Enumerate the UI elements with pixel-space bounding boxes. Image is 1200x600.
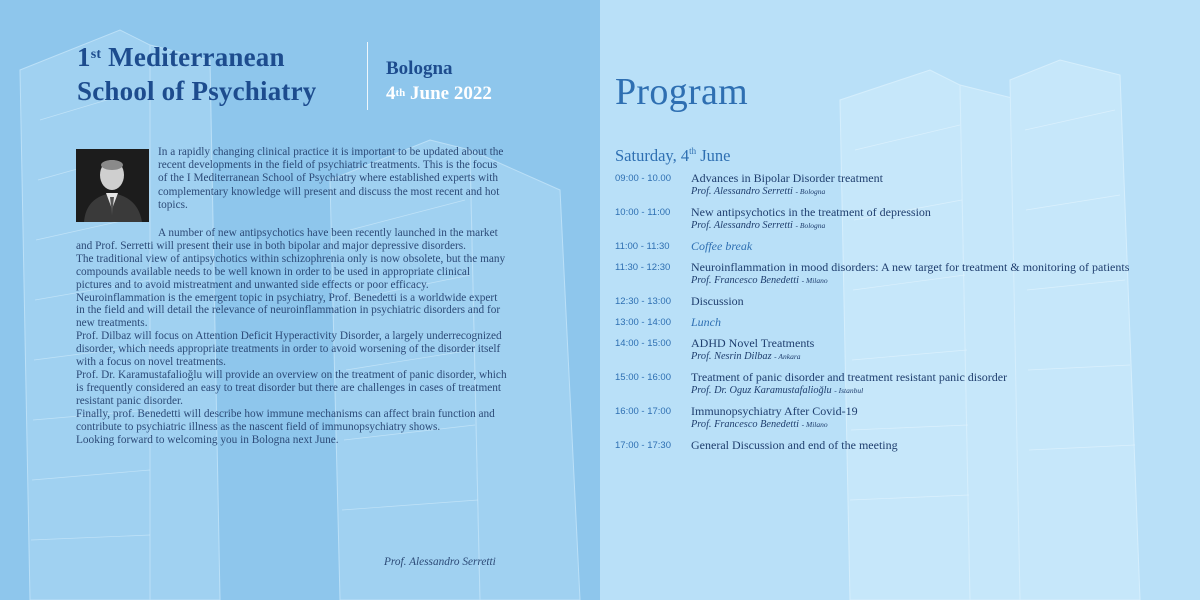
slot-time: 15:00 - 16:00 xyxy=(615,372,671,383)
schedule-row xyxy=(615,438,1185,459)
intro-paragraph: In a rapidly changing clinical practice it is important to be updated about the recent developments in the field of psychiatric treatments. This is the focus of the I Mediterranean School of Psychiatry where established experts with complementary knowledge will present and discuss the most recent and hot topics. xyxy=(158,146,504,211)
schedule-row xyxy=(615,404,1185,438)
slot-time: 10:00 - 11:00 xyxy=(615,207,671,218)
schedule-row xyxy=(615,260,1185,294)
slot-time: 16:00 - 17:00 xyxy=(615,406,671,417)
program-schedule xyxy=(615,171,1185,459)
slot-time: 17:00 - 17:30 xyxy=(615,440,671,451)
schedule-row xyxy=(615,171,1185,205)
slot-title: Lunch xyxy=(691,315,721,329)
event-city: Bologna xyxy=(386,58,453,79)
slot-title: ADHD Novel Treatments xyxy=(691,336,815,350)
slot-content xyxy=(691,336,1185,370)
paragraph-adhd: Prof. Dilbaz will focus on Attention Deficit Hyperactivity Disorder, a largely underrecognized disorder, which needs appropriate treatments in order to avoid worsening of the disorder itself with a focus on novel treatments. xyxy=(76,330,502,369)
portrait-image xyxy=(76,149,149,222)
slot-content xyxy=(691,404,1185,438)
paragraph-immunopsychiatry: Finally, prof. Benedetti will describe how immune mechanisms can affect brain function and contribute to psychiatric illness as the nascent field of immunopsychiatry shows. xyxy=(76,407,495,433)
slot-speaker: Prof. Francesco Benedetti - Milano xyxy=(691,419,828,430)
paragraph-panic: Prof. Dr. Karamustafalioğlu will provide an overview on the treatment of panic disorder, which is frequently considered an easy to treat disorder but there are challenges in cases of treatment resistant panic disorder. xyxy=(76,368,507,407)
slot-content xyxy=(691,171,1185,205)
event-title xyxy=(77,40,317,108)
slot-content xyxy=(691,315,1185,336)
slot-content xyxy=(691,239,1185,260)
slot-content xyxy=(691,205,1185,239)
slot-speaker: Prof. Nesrin Dilbaz - Ankara xyxy=(691,351,801,362)
signature: Prof. Alessandro Serretti xyxy=(384,556,496,568)
slot-speaker: Prof. Dr. Oguz Karamustafalioğlu - Istanbul xyxy=(691,385,864,396)
slot-title: New antipsychotics in the treatment of depression xyxy=(691,205,931,219)
title-divider xyxy=(367,42,368,110)
schedule-row xyxy=(615,239,1185,260)
slot-title: Treatment of panic disorder and treatment resistant panic disorder xyxy=(691,370,1008,384)
slot-speaker: Prof. Alessandro Serretti - Bologna xyxy=(691,186,826,197)
slot-content xyxy=(691,260,1185,294)
slot-time: 11:00 - 11:30 xyxy=(615,241,670,252)
slot-content xyxy=(691,438,1185,459)
paragraph-neuroinflammation: Neuroinflammation is the emergent topic in psychiatry, Prof. Benedetti is a worldwide expert in the field and will detail the relevance of neuroinflammation in psychiatric disorders and for new treatments. xyxy=(76,291,501,330)
schedule-row xyxy=(615,370,1185,404)
slot-time: 12:30 - 13:00 xyxy=(615,296,671,307)
slot-title: General Discussion and end of the meeting xyxy=(691,438,898,452)
slot-content xyxy=(691,370,1185,404)
day-heading: Saturday, 4th June xyxy=(615,146,731,165)
schedule-row xyxy=(615,294,1185,315)
schedule-row xyxy=(615,315,1185,336)
event-location-date xyxy=(386,56,492,106)
intro-body xyxy=(76,227,508,446)
slot-speaker: Prof. Francesco Benedetti - Milano xyxy=(691,275,828,286)
paragraph-closing: Looking forward to welcoming you in Bologna next June. xyxy=(76,433,339,446)
slot-title: Discussion xyxy=(691,294,744,308)
slot-title: Advances in Bipolar Disorder treatment xyxy=(691,171,883,185)
speaker-portrait xyxy=(76,149,149,222)
schedule-row xyxy=(615,336,1185,370)
paragraph-schizophrenia: The traditional view of antipsychotics within schizophrenia only is now obsolete, but the many compounds available needs to be well known in order to be used in appropriate clinical pictures and to avoid mistreatment and unwanted side effects or poor efficacy. xyxy=(76,252,506,291)
slot-time: 11:30 - 12:30 xyxy=(615,262,671,273)
event-date: 4th June 2022 xyxy=(386,83,492,104)
slot-content xyxy=(691,294,1185,315)
slot-title: Coffee break xyxy=(691,239,753,253)
slot-time: 13:00 - 14:00 xyxy=(615,317,671,328)
title-line-1: 1st Mediterranean xyxy=(77,42,285,72)
program-heading: Program xyxy=(615,71,748,113)
title-line-2: School of Psychiatry xyxy=(77,76,317,106)
paragraph-antipsychotics: A number of new antipsychotics have been recently launched in the market and Prof. Serretti will present their use in both bipolar and major depressive disorders. xyxy=(76,227,498,252)
schedule-row xyxy=(615,205,1185,239)
slot-time: 14:00 - 15:00 xyxy=(615,338,671,349)
slot-title: Immunopsychiatry After Covid-19 xyxy=(691,404,858,418)
slot-time: 09:00 - 10.00 xyxy=(615,173,671,184)
slot-title: Neuroinflammation in mood disorders: A new target for treatment & monitoring of patients xyxy=(691,260,1130,274)
slot-speaker: Prof. Alessandro Serretti - Bologna xyxy=(691,220,826,231)
